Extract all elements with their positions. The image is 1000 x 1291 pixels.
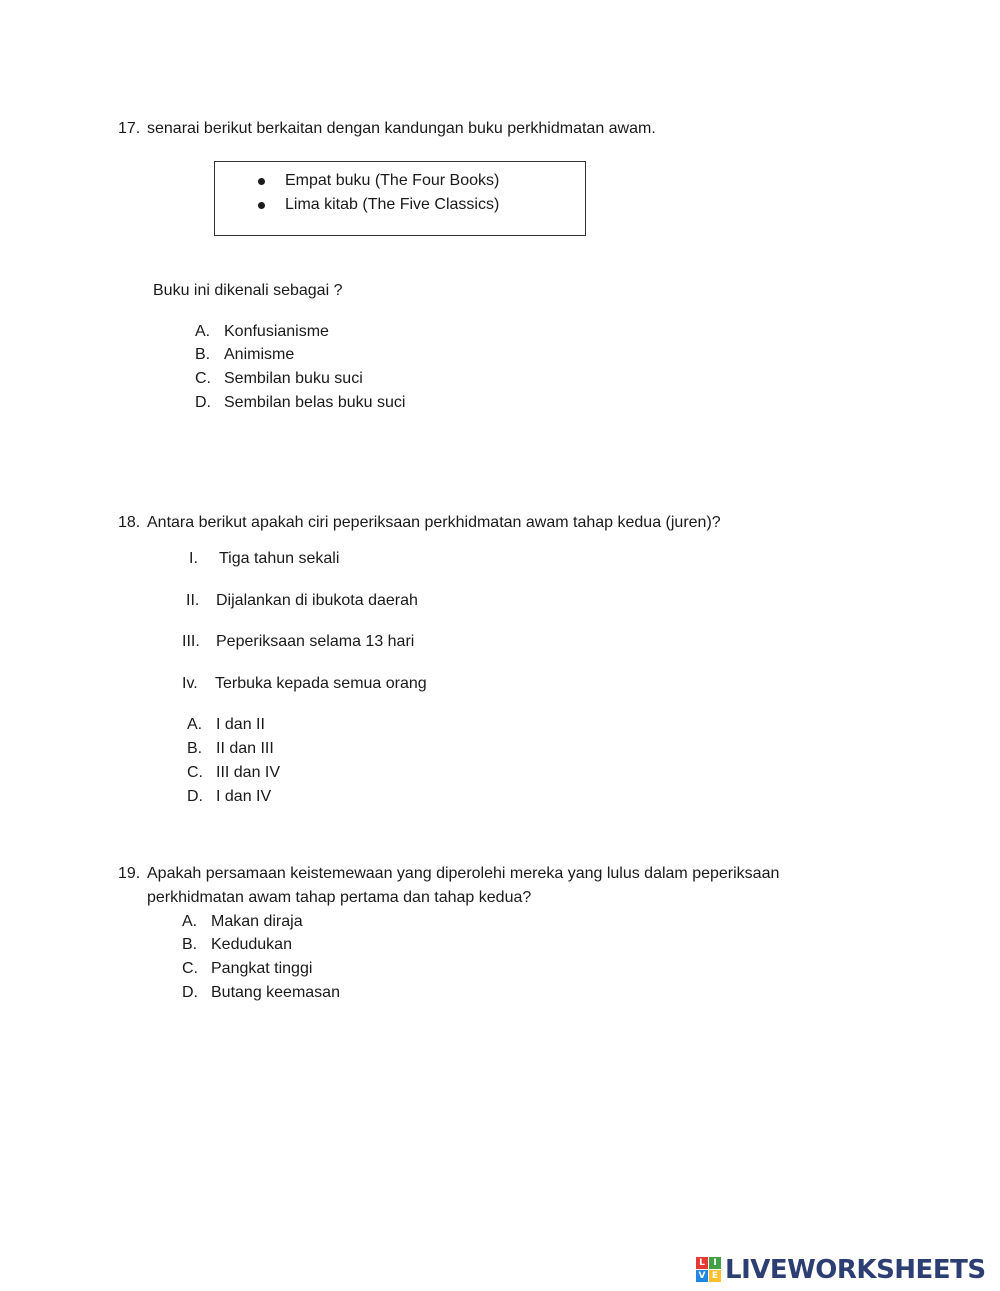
q17-option-letter: C. bbox=[195, 370, 211, 387]
q17-prompt: Buku ini dikenali sebagai ? bbox=[153, 282, 343, 299]
q18-option-letter: D. bbox=[187, 788, 203, 805]
q19-number: 19. bbox=[118, 865, 141, 882]
q19-option-letter: C. bbox=[182, 960, 198, 977]
q18-option-letter: A. bbox=[187, 716, 203, 733]
q19-option-c[interactable]: Pangkat tinggi bbox=[211, 960, 313, 977]
logo-tile: I bbox=[709, 1257, 721, 1269]
liveworksheets-logo bbox=[696, 1257, 986, 1283]
logo-tile: E bbox=[709, 1270, 721, 1282]
q18-statement-roman: I. bbox=[189, 550, 198, 567]
q18-option-letter: C. bbox=[187, 764, 203, 781]
logo-tile: V bbox=[696, 1270, 708, 1282]
q18-option-b[interactable]: II dan III bbox=[216, 740, 274, 757]
brand-name: LIVEWORKSHEETS bbox=[725, 1255, 986, 1285]
q18-statement-roman: II. bbox=[186, 592, 200, 609]
q17-box-item: Lima kitab (The Five Classics) bbox=[285, 196, 500, 213]
bullet-dot-icon bbox=[258, 178, 265, 185]
q19-option-a[interactable]: Makan diraja bbox=[211, 913, 303, 930]
q17-list-box bbox=[214, 161, 586, 236]
q19-option-letter: B. bbox=[182, 936, 198, 953]
q17-number: 17. bbox=[118, 120, 141, 137]
q19-option-d[interactable]: Butang keemasan bbox=[211, 984, 340, 1001]
q17-stem: senarai berikut berkaitan dengan kandungan buku perkhidmatan awam. bbox=[147, 120, 656, 137]
logo-tile: L bbox=[696, 1257, 708, 1269]
q17-option-letter: A. bbox=[195, 323, 211, 340]
q18-number: 18. bbox=[118, 514, 141, 531]
q18-statement-roman: III. bbox=[182, 633, 200, 650]
q19-stem-line-2: perkhidmatan awam tahap pertama dan tahap kedua? bbox=[147, 889, 532, 906]
q18-statement-roman: Iv. bbox=[182, 675, 198, 692]
q17-option-c[interactable]: Sembilan buku suci bbox=[224, 370, 363, 387]
bullet-dot-icon bbox=[258, 202, 265, 209]
q18-option-a[interactable]: I dan II bbox=[216, 716, 265, 733]
q19-option-b[interactable]: Kedudukan bbox=[211, 936, 292, 953]
q19-stem-line-1: Apakah persamaan keistemewaan yang diperolehi mereka yang lulus dalam peperiksaan bbox=[147, 865, 780, 882]
q18-statement: Tiga tahun sekali bbox=[219, 550, 340, 567]
q19-option-letter: A. bbox=[182, 913, 198, 930]
liveworksheets-logo-icon bbox=[696, 1257, 722, 1283]
q18-statement: Peperiksaan selama 13 hari bbox=[216, 633, 415, 650]
q18-option-letter: B. bbox=[187, 740, 203, 757]
q18-stem: Antara berikut apakah ciri peperiksaan perkhidmatan awam tahap kedua (juren)? bbox=[147, 514, 721, 531]
q19-option-letter: D. bbox=[182, 984, 198, 1001]
q17-option-b[interactable]: Animisme bbox=[224, 346, 295, 363]
q17-option-letter: D. bbox=[195, 394, 211, 411]
q17-option-a[interactable]: Konfusianisme bbox=[224, 323, 329, 340]
q18-statement: Dijalankan di ibukota daerah bbox=[216, 592, 418, 609]
q18-statement: Terbuka kepada semua orang bbox=[215, 675, 427, 692]
q17-option-letter: B. bbox=[195, 346, 211, 363]
q17-box-item: Empat buku (The Four Books) bbox=[285, 172, 500, 189]
q18-option-c[interactable]: III dan IV bbox=[216, 764, 281, 781]
q17-option-d[interactable]: Sembilan belas buku suci bbox=[224, 394, 406, 411]
q18-option-d[interactable]: I dan IV bbox=[216, 788, 272, 805]
